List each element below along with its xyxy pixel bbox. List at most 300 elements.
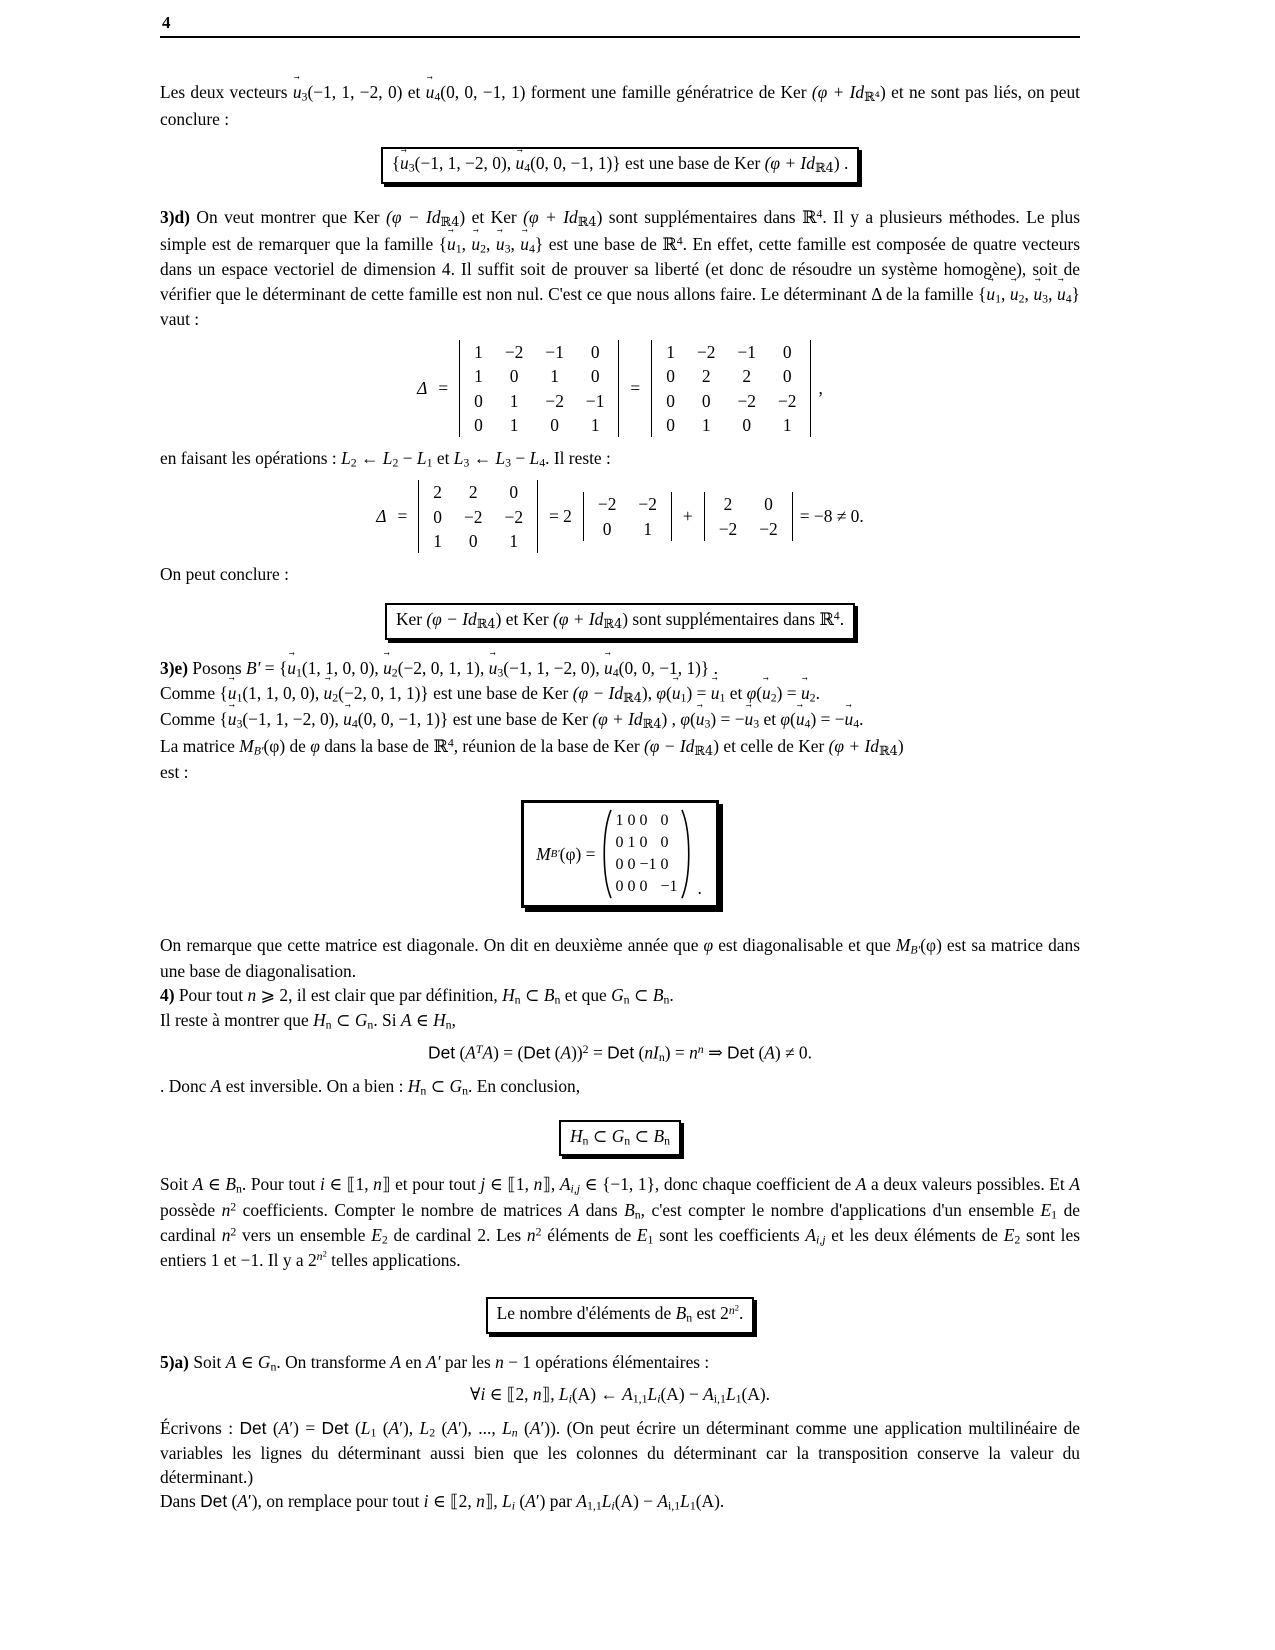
coefficient-symbol: A <box>559 1174 571 1195</box>
vector-u3 <box>400 152 409 175</box>
text: sont supplémentaires dans <box>602 207 802 228</box>
det-bar-left <box>418 480 419 553</box>
section-4-line1 <box>160 983 1080 1008</box>
matrix-cell: 0 <box>509 366 519 387</box>
text: . <box>669 984 674 1005</box>
vector-index: 1 <box>236 690 243 705</box>
vector-u4 <box>515 152 524 175</box>
row-symbol: L <box>416 448 427 469</box>
set-g-symbol: G <box>611 984 624 1005</box>
matrix-cell: −1 <box>660 878 678 896</box>
boxed-statement-4-wrapper <box>160 1297 1080 1334</box>
vector-u4 <box>426 80 435 104</box>
box-mid: et Ker <box>501 608 554 629</box>
set-e2-symbol: E <box>1003 1224 1015 1245</box>
matrix-a-4x4 <box>459 340 619 437</box>
vector-coords: (−1, 1, −2, 0) <box>307 81 403 102</box>
text: . Pour tout <box>241 1174 320 1195</box>
row-index: 3 <box>505 455 512 470</box>
row-symbol: L <box>725 1383 736 1404</box>
det-bar-right <box>537 480 538 553</box>
boxed-cardinality-bn <box>486 1297 755 1334</box>
vector-index: 4 <box>434 89 441 104</box>
subset-symbol: ⊂ <box>629 984 653 1005</box>
text: en <box>401 1351 427 1372</box>
interval-open: ∈ ⟦1, <box>324 1174 374 1195</box>
set-g-symbol: G <box>354 1009 368 1030</box>
det-bar-right <box>810 340 811 437</box>
text: telles applications. <box>326 1249 461 1270</box>
row-index: 3 <box>463 455 470 470</box>
ker-expr-body: (φ + Id <box>764 152 815 173</box>
n-symbol: n <box>221 1224 231 1245</box>
matrix-cell: −1 <box>585 390 605 411</box>
matrix-cell: 0 <box>639 812 648 830</box>
set-b-symbol: B <box>624 1199 635 1220</box>
set-b-symbol: B <box>543 984 555 1005</box>
row-symbol: L <box>647 1383 658 1404</box>
spacer <box>160 553 1080 562</box>
matrix-cell: 0 <box>615 878 624 896</box>
vector-coords: (1, 1, 0, 0), <box>242 682 324 703</box>
boxed-statement-supplementary <box>385 603 855 640</box>
vector-index: 2 <box>332 690 339 705</box>
set-index: n <box>514 992 521 1007</box>
text: Soit <box>160 1174 193 1195</box>
spacer <box>160 908 1080 924</box>
det-operator: Det <box>200 1491 228 1512</box>
set-index: 1 <box>647 1232 654 1247</box>
matrix-a-symbol: A <box>225 1351 237 1372</box>
matrix-a-symbol: A <box>192 1174 204 1195</box>
not-equal-zero: ≠ 0. <box>785 1042 812 1063</box>
set-index: 2 <box>1014 1232 1021 1247</box>
ker-minus-body: (φ − Id <box>386 207 441 228</box>
matrix-row <box>655 340 807 364</box>
matrix-cell: 0 <box>468 530 478 551</box>
text: par les <box>440 1351 496 1372</box>
coefficient-symbol: A <box>805 1224 817 1245</box>
vector-index: 3 <box>497 665 504 680</box>
text: Pour tout <box>174 984 248 1005</box>
conjunction: et <box>725 682 747 703</box>
matrix-row <box>587 517 668 541</box>
matrix-cell: −2 <box>718 518 738 539</box>
coefficient-index: i,1 <box>713 1391 726 1406</box>
set-index: n <box>235 1182 242 1197</box>
section-3e-line4 <box>160 734 1080 761</box>
vector-symbol: u <box>400 152 409 173</box>
vector-coords: (−1, 1, −2, 0), <box>503 657 605 678</box>
set-b-symbol: B <box>653 1125 665 1146</box>
vector-u3 <box>293 80 302 104</box>
vector-index: 3 <box>408 160 415 175</box>
phi-u2-equation: $\varphi(\to u_2)$ = → $u_2$. <box>747 683 820 703</box>
section-3e-line5: est : <box>160 762 189 783</box>
final-li-arg: (A′) par <box>515 1491 577 1512</box>
equals-sign: = <box>397 506 408 527</box>
section-3d-paragraph <box>160 205 1080 331</box>
vector-symbol: u <box>292 81 302 102</box>
det-bar-right <box>792 492 793 541</box>
index-i: i <box>423 1491 429 1512</box>
matrix-symbol: M <box>239 735 254 756</box>
diagonalization-remark <box>160 933 1080 983</box>
set-index: 1 <box>1051 1207 1058 1222</box>
set-h-symbol: H <box>313 1009 326 1030</box>
coefficient-index: i,j <box>570 1182 580 1197</box>
matrix-cell: 0 <box>550 414 559 435</box>
ker-minus-close: ) <box>495 608 502 629</box>
text: , <box>451 1009 456 1030</box>
set-e1-symbol: E <box>1040 1199 1052 1220</box>
set-index: n <box>582 1133 589 1148</box>
section-label-3e: 3)e) <box>160 657 188 678</box>
base-two: 2 <box>720 1303 729 1324</box>
coefficient-symbol: A <box>703 1383 714 1404</box>
matrix-cell: 1 <box>666 342 675 363</box>
ker-minus-close: ) <box>459 207 466 228</box>
matrix-a-prime-symbol: A′ <box>426 1351 441 1372</box>
spacer <box>160 1033 1080 1042</box>
vector-coords: (0, 0, −1, 1)} . <box>618 657 718 678</box>
text: et celle de Ker <box>719 735 829 756</box>
page-number: 4 <box>162 13 171 32</box>
row-symbol: L <box>341 448 351 469</box>
minus-sign: − <box>398 448 417 469</box>
text: On veut montrer que Ker <box>189 207 387 228</box>
text: = { <box>260 657 288 678</box>
spacer <box>160 38 1080 64</box>
set-e1-symbol: E <box>636 1224 648 1245</box>
matrix-cell: 0 <box>627 812 636 830</box>
ker-minus-sub: ℝ4 <box>623 690 642 706</box>
matrix-arg-equals: (φ) = <box>559 843 596 864</box>
matrix-b-4x4 <box>651 340 811 437</box>
squared: 2 <box>734 1302 739 1313</box>
matrix-symbol: M <box>536 843 551 864</box>
final-det-arg: (A′) = <box>266 1417 322 1438</box>
determinant-display-1 <box>160 340 1080 437</box>
real-symbol: ℝ <box>802 208 817 229</box>
text: Comme { <box>160 682 228 703</box>
det-equation-body <box>428 1042 812 1065</box>
determinant-identity-equation <box>160 1042 1080 1065</box>
matrix-cell: 0 <box>782 366 792 387</box>
paren: ) <box>571 1042 577 1063</box>
section-3e-line3 <box>160 707 1080 734</box>
text: éléments de <box>541 1224 637 1245</box>
matrix-cell: 1 <box>433 530 442 551</box>
matrix-row <box>614 833 678 853</box>
matrix-cell: 1 <box>782 414 792 435</box>
eq5a-body <box>470 1384 770 1407</box>
matrix-basis-sub: B′ <box>253 743 264 758</box>
spacer <box>160 1375 1080 1384</box>
row-index: 1 <box>426 455 433 470</box>
matrix-cell: 0 <box>627 856 636 874</box>
vector-coords: (−2, 0, 1, 1), <box>397 657 489 678</box>
ker-minus-close: ) <box>713 735 720 756</box>
box-period: . <box>739 1303 744 1324</box>
row-symbol: L <box>382 448 393 469</box>
text: est inversible. On a bien : <box>221 1075 408 1096</box>
matrix-cell: 1 <box>509 530 519 551</box>
ker-plus-close: ) <box>897 735 904 756</box>
phi-u4-equation: $\varphi(\to u_4)$ = −→ $u_4$. <box>780 709 863 729</box>
vector-symbol: u <box>604 657 613 678</box>
row-symbol: L <box>529 448 540 469</box>
matrix-cell: −2 <box>597 494 617 515</box>
matrix-cell: 2 <box>433 482 442 503</box>
text: . Si <box>373 1009 401 1030</box>
text: et les deux éléments de <box>825 1224 1004 1245</box>
subset-symbol: ⊂ <box>426 1075 450 1096</box>
row-symbol: L <box>453 448 464 469</box>
matrix-cell: 1 <box>701 414 711 435</box>
matrix-cell: −2 <box>638 494 657 515</box>
box-prefix: Ker <box>395 608 427 629</box>
spacer <box>160 1156 1080 1172</box>
matrix-cell: 0 <box>666 414 675 435</box>
text: (A) ← <box>571 1383 623 1404</box>
intro-paragraph <box>160 80 1080 131</box>
section-3e-line1 <box>160 656 1080 681</box>
paren-left <box>599 809 612 899</box>
set-g-symbol: G <box>257 1351 271 1372</box>
matrix-cell: 1 <box>509 414 519 435</box>
set-index: n <box>554 992 561 1007</box>
matrix-cell: −2 <box>737 390 756 411</box>
text: . Donc <box>160 1075 211 1096</box>
intro-line2: et ne sont pas liés, on peut conclure : <box>160 81 1080 129</box>
box-prefix: Le nombre d'éléments de <box>496 1303 676 1324</box>
text: , réunion de la base de Ker <box>453 735 644 756</box>
ker-plus-sub: ℝ4 <box>603 616 623 632</box>
row-symbol: L <box>601 1491 612 1512</box>
set-index: n <box>623 992 630 1007</box>
row-index: i <box>511 1498 516 1513</box>
matrix-cell: 2 <box>468 482 478 503</box>
det-bar-right <box>618 340 619 437</box>
text: de cardinal <box>160 1199 1080 1245</box>
matrix-cell: 0 <box>474 390 483 411</box>
matrix-row <box>708 517 789 541</box>
text: dans <box>579 1199 625 1220</box>
matrix-cell: 0 <box>615 856 624 874</box>
det-operator: Det <box>523 1042 551 1063</box>
spacer <box>160 1288 1080 1297</box>
forall-symbol: ∀ <box>469 1383 481 1404</box>
matrix-cell: 2 <box>723 494 733 515</box>
matrix-cell: 1 <box>509 390 519 411</box>
set-index: n <box>634 1207 641 1222</box>
final-det-arg2: (A′), on remplace pour tout <box>227 1491 424 1512</box>
text: . En effet, cette famille est composée de quatre vecteurs dans un espace vectoriel de dimension 4. Il suffit soit de prouver sa liberté (et donc de résoudre un système homogène), soit de vérifier que le déterminant de cette famille est non nul. C'est ce que nous allons faire. Le déterminant <box>160 233 1080 304</box>
text: (A) − <box>614 1491 658 1512</box>
matrix-cell: 0 <box>660 834 669 852</box>
matrix-cell: 2 <box>701 366 711 387</box>
vector-index: 4 <box>612 665 619 680</box>
ker-plus-body: (φ + Id <box>523 207 578 228</box>
ker-plus-body: (φ + Id <box>828 735 879 756</box>
ker-plus-close: ) , <box>661 709 681 730</box>
det-bar-right <box>671 492 672 541</box>
interval-open: ∈ ⟦2, <box>428 1491 477 1512</box>
spacer <box>160 471 1080 480</box>
matrix-row <box>422 529 534 553</box>
set-h-symbol: H <box>569 1125 583 1146</box>
final-paragraph <box>160 1416 1080 1490</box>
matrix-row <box>655 389 807 413</box>
interval-open: ∈ ⟦1, <box>485 1174 534 1195</box>
squared: 2 <box>322 1249 327 1260</box>
subset-symbol: ⊂ <box>630 1125 654 1146</box>
index-i: i <box>319 1174 325 1195</box>
phi-symbol: φ <box>310 735 320 756</box>
vector-coords: (0, 0, −1, 1) <box>440 81 526 102</box>
real-exponent: 4 <box>833 608 840 623</box>
subset-symbol: ⊂ <box>520 984 544 1005</box>
text: Posons <box>188 657 246 678</box>
ker-expr-sub: ℝ4 <box>814 160 834 176</box>
coefficient-index: 1,1 <box>632 1391 648 1406</box>
box-tail: sont supplémentaires dans <box>628 608 820 629</box>
n-squared-exponent: 2 <box>230 1199 237 1214</box>
paren: ) <box>576 1042 583 1063</box>
matrix-cell: 0 <box>660 856 669 874</box>
row-symbol: L <box>495 448 506 469</box>
vector-symbol: u <box>287 657 296 678</box>
matrix-a-symbol: A <box>400 1009 412 1030</box>
boxed-statement-basis-ker-plus <box>381 147 860 184</box>
matrix-cell: −2 <box>464 506 483 527</box>
matrix-cell: −2 <box>759 518 778 539</box>
matrix-basis-sub: B′ <box>910 943 921 958</box>
matrix-cell: −2 <box>504 342 524 363</box>
matrix-cell: 0 <box>639 878 648 896</box>
text: ∈ {−1, 1}, donc chaque coefficient de <box>580 1174 856 1195</box>
n-squared-exponent: 2 <box>230 1224 237 1239</box>
matrix-cell: 1 <box>590 414 600 435</box>
matrix-3x3 <box>418 480 538 553</box>
matrix-cell: −2 <box>504 506 524 527</box>
matrix-cell: 0 <box>764 494 773 515</box>
det-bar-left <box>704 492 705 541</box>
delta-lhs-2: Δ <box>376 506 387 527</box>
real-exponent: 4 <box>447 735 454 750</box>
spacer <box>160 184 1080 200</box>
real-symbol: ℝ <box>819 609 834 630</box>
row-symbol: L <box>558 1383 569 1404</box>
matrix-arg: (φ) <box>920 935 942 956</box>
text: est diagonalisable et que <box>713 935 896 956</box>
coefficient-index: 1,1 <box>586 1498 602 1513</box>
vector-symbol: u <box>227 682 237 703</box>
text: , c'est compter le nombre d'applications d'un ensemble <box>640 1199 1041 1220</box>
vector-coords: (−2, 0, 1, 1)} est une base de Ker <box>338 682 573 703</box>
real-exponent: 4 <box>816 206 823 221</box>
membership-symbol: ∈ <box>236 1351 258 1372</box>
ker-minus-sub: ℝ4 <box>694 743 714 759</box>
ker-plus-body: (φ + Id <box>553 608 604 629</box>
paren: ) <box>493 1042 499 1063</box>
matrix-cell: 0 <box>509 482 519 503</box>
interval-close: ⟧, <box>484 1491 503 1512</box>
spacer <box>160 1272 1080 1288</box>
set-index: n <box>663 992 670 1007</box>
vector-symbol: u <box>515 152 525 173</box>
text: . Il y a plusieurs méthodes. Le plus simple est de remarquer que la famille <box>160 207 1080 254</box>
det-operator: Det <box>727 1042 755 1063</box>
real-symbol: ℝ <box>662 234 677 255</box>
n-squared-exponent: 2 <box>535 1224 542 1239</box>
minor-a-table <box>587 492 668 541</box>
set-h-symbol: H <box>407 1075 421 1096</box>
ops-suffix: . Il reste : <box>545 448 611 469</box>
set-h-symbol: H <box>502 984 515 1005</box>
membership-symbol: ∈ <box>203 1174 226 1195</box>
text: Il reste à montrer que <box>160 1009 314 1030</box>
ops-prefix: en faisant les opérations : <box>160 448 342 469</box>
vector-index: 4 <box>351 716 358 731</box>
ker-minus-sub: ℝ4 <box>440 214 460 230</box>
phi-symbol: φ <box>703 935 714 956</box>
vector-symbol: u <box>488 657 498 678</box>
text: . En conclusion, <box>468 1075 581 1096</box>
minor-b-2x2 <box>704 492 793 541</box>
set-index: n <box>664 1133 671 1148</box>
delta-symbol: Δ <box>871 283 882 304</box>
conjunction: et <box>402 81 426 102</box>
plus-sign: + <box>682 506 693 527</box>
exponent-n <box>317 1249 327 1263</box>
matrix-cell: 0 <box>666 390 675 411</box>
paren: ( <box>638 1042 645 1063</box>
vector-index: 3 <box>301 89 308 104</box>
box-tail-text: est une base de Ker <box>620 152 765 173</box>
n-symbol: n <box>373 1174 382 1195</box>
text: vers un ensemble <box>236 1224 372 1245</box>
set-index: n <box>624 1133 631 1148</box>
minor-a-2x2 <box>583 492 672 541</box>
set-index: n <box>270 1359 277 1374</box>
set-index: n <box>445 1017 452 1032</box>
det-bar-left <box>651 340 652 437</box>
n-symbol: n <box>728 1302 735 1317</box>
matrix-a-table <box>463 340 615 437</box>
boxed-statement-2-wrapper <box>160 603 1080 640</box>
equals-sign: = <box>592 1042 603 1063</box>
text: coefficients. Compter le nombre de matrices <box>236 1199 569 1220</box>
coefficient-index: i,j <box>816 1232 826 1247</box>
set-index: n <box>462 1083 469 1098</box>
row-index: 1 <box>735 1391 742 1406</box>
text: est sa matrice dans une base de diagonalisation. <box>160 935 1080 981</box>
row-index: 4 <box>539 455 546 470</box>
matrix-cell: 0 <box>590 366 600 387</box>
text: est une base de <box>543 233 663 254</box>
paren: ) <box>774 1042 781 1063</box>
delta-lhs: Δ <box>417 378 428 399</box>
text: Écrivons : <box>160 1417 240 1438</box>
n-symbol: n <box>532 1383 542 1404</box>
interval-open: ∈ ⟦2, <box>485 1383 533 1404</box>
n-symbol: n <box>316 1249 323 1264</box>
matrix-cell: 1 <box>627 834 636 852</box>
row-index: i <box>611 1498 615 1513</box>
matrix-cell: 0 <box>660 812 669 830</box>
